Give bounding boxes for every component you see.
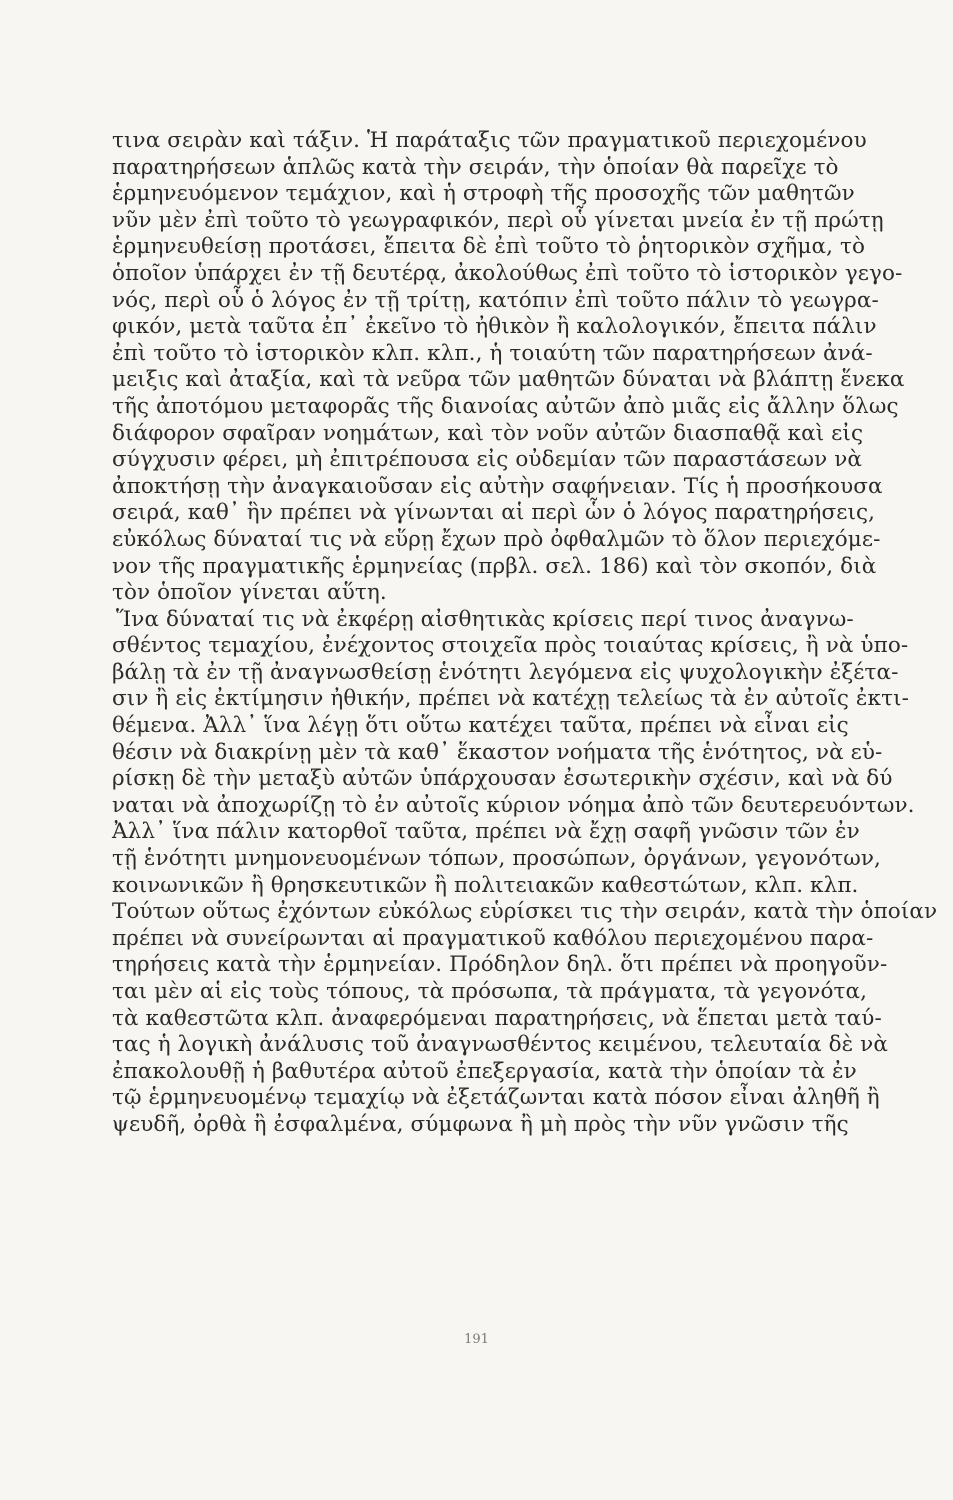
text-line: τινα σειρὰν καὶ τάξιν. Ἡ παράταξις τῶν πραγματικοῦ περιεχομένου bbox=[112, 128, 867, 153]
text-line: παρατηρήσεων ἁπλῶς κατὰ τὴν σειράν, τὴν ὁποίαν θὰ παρεῖχε τὸ bbox=[112, 154, 839, 180]
text-line: βάλῃ τὰ ἐν τῇ ἀναγνωσθείσῃ ἑνότητι λεγόμενα εἰς ψυχολογικὴν ἐξέτα- bbox=[112, 659, 899, 685]
text-line: νός, περὶ οὗ ὁ λόγος ἐν τῇ τρίτῃ, κατόπιν ἐπὶ τοῦτο πάλιν τὸ γεωγρα- bbox=[112, 287, 879, 313]
text-line: τῇ ἑνότητι μνημονευομένων τόπων, προσώπων, ὀργάνων, γεγονότων, bbox=[112, 846, 881, 872]
text-line: τηρήσεις κατὰ τὴν ἑρμηνείαν. Πρόδηλον δηλ. ὅτι πρέπει νὰ προηγοῦν- bbox=[112, 952, 888, 978]
text-line: τῆς ἀποτόμου μεταφορᾶς τῆς διανοίας αὐτῶν ἀπὸ μιᾶς εἰς ἄλλην ὅλως bbox=[112, 393, 899, 419]
text-line: τῷ ἑρμηνευομένῳ τεμαχίῳ νὰ ἐξετάζωνται κατὰ πόσον εἶναι ἀληθῆ ἢ bbox=[112, 1085, 880, 1111]
text-line: σειρά, καθ᾽ ἣν πρέπει νὰ γίνωνται αἱ περὶ ὧν ὁ λόγος παρατηρήσεις, bbox=[112, 500, 876, 526]
text-line: Τούτων οὕτως ἐχόντων εὐκόλως εὑρίσκει τις τὴν σειράν, κατὰ τὴν ὁποίαν bbox=[112, 899, 938, 925]
text-line: ἐπακολουθῇ ἡ βαθυτέρα αὐτοῦ ἐπεξεργασία, κατὰ τὴν ὁποίαν τὰ ἐν bbox=[112, 1058, 857, 1084]
text-line: Ἵνα δύναταί τις νὰ ἐκφέρῃ αἰσθητικὰς κρίσεις περί τινος ἀναγνω- bbox=[116, 606, 854, 632]
text-line: κοινωνικῶν ἢ θρησκευτικῶν ἢ πολιτειακῶν καθεστώτων, κλπ. κλπ. bbox=[112, 872, 859, 898]
text-line: ται μὲν αἱ εἰς τοὺς τόπους, τὰ πρόσωπα, τὰ πράγματα, τὰ γεγονότα, bbox=[112, 979, 868, 1004]
text-line: τὰ καθεστῶτα κλπ. ἀναφερόμεναι παρατηρήσεις, νὰ ἕπεται μετὰ ταύ- bbox=[112, 1005, 882, 1031]
text-line: πρέπει νὰ συνείρωνται αἱ πραγματικοῦ καθόλου περιεχομένου παρα- bbox=[112, 925, 874, 951]
text-line: ἀποκτήσῃ τὴν ἀναγκαιοῦσαν εἰς αὐτὴν σαφήνειαν. Τίς ἡ προσήκουσα bbox=[112, 473, 883, 499]
text-line: ἐπὶ τοῦτο τὸ ἱστορικὸν κλπ. κλπ., ἡ τοιαύτη τῶν παρατηρήσεων ἀνά- bbox=[112, 340, 873, 366]
text-line: διάφορον σφαῖραν νοημάτων, καὶ τὸν νοῦν αὐτῶν διασπαθᾷ καὶ εἰς bbox=[112, 420, 864, 446]
text-line: θέμενα. Ἀλλ᾽ ἵνα λέγῃ ὅτι οὕτω κατέχει ταῦτα, πρέπει νὰ εἶναι εἰς bbox=[112, 713, 849, 739]
text-line: θέσιν νὰ διακρίνῃ μὲν τὰ καθ᾽ ἕκαστον νοήματα τῆς ἑνότητος, νὰ εὑ- bbox=[112, 739, 883, 765]
text-line: τας ἡ λογικὴ ἀνάλυσις τοῦ ἀναγνωσθέντος κειμένου, τελευταία δὲ νὰ bbox=[112, 1032, 888, 1058]
page-number: 191 bbox=[464, 1332, 489, 1347]
text-line: νῦν μὲν ἐπὶ τοῦτο τὸ γεωγραφικόν, περὶ οὗ γίνεται μνεία ἐν τῇ πρώτῃ bbox=[112, 207, 884, 233]
text-line: μειξις καὶ ἀταξία, καὶ τὰ νεῦρα τῶν μαθητῶν δύναται νὰ βλάπτῃ ἕνεκα bbox=[112, 367, 905, 393]
text-line: ὁποῖον ὑπάρχει ἐν τῇ δευτέρᾳ, ἀκολούθως ἐπὶ τοῦτο τὸ ἱστορικὸν γεγο- bbox=[112, 260, 903, 286]
text-line: σιν ἢ εἰς ἐκτίμησιν ἠθικήν, πρέπει νὰ κατέχῃ τελείως τὰ ἐν αὐτοῖς ἐκτι- bbox=[112, 686, 909, 712]
text-line: εὐκόλως δύναταί τις νὰ εὕρῃ ἔχων πρὸ ὀφθαλμῶν τὸ ὅλον περιεχόμε- bbox=[112, 526, 881, 552]
text-line: σύγχυσιν φέρει, μὴ ἐπιτρέπουσα εἰς οὐδεμίαν τῶν παραστάσεων νὰ bbox=[112, 447, 863, 473]
text-line: ἑρμηνευθείσῃ προτάσει, ἔπειτα δὲ ἐπὶ τοῦτο τὸ ῥητορικὸν σχῆμα, τὸ bbox=[112, 234, 866, 260]
text-line: Ἀλλ᾽ ἵνα πάλιν κατορθοῖ ταῦτα, πρέπει νὰ ἔχῃ σαφῆ γνῶσιν τῶν ἐν bbox=[112, 819, 860, 845]
text-line: φικόν, μετὰ ταῦτα ἐπ᾽ ἐκεῖνο τὸ ἠθικὸν ἢ καλολογικόν, ἔπειτα πάλιν bbox=[112, 314, 877, 340]
text-line: νον τῆς πραγματικῆς ἑρμηνείας (πρβλ. σελ. 186) καὶ τὸν σκοπόν, διὰ bbox=[112, 553, 877, 579]
text-line: ψευδῆ, ὀρθὰ ἢ ἐσφαλμένα, σύμφωνα ἢ μὴ πρὸς τὴν νῦν γνῶσιν τῆς bbox=[112, 1111, 849, 1137]
text-line: ἑρμηνευόμενον τεμάχιον, καὶ ἡ στροφὴ τῆς προσοχῆς τῶν μαθητῶν bbox=[112, 181, 855, 207]
text-line: σθέντος τεμαχίου, ἐνέχοντος στοιχεῖα πρὸς τοιαύτας κρίσεις, ἢ νὰ ὑπο- bbox=[112, 633, 909, 659]
text-line: τὸν ὁποῖον γίνεται αὕτη. bbox=[112, 580, 387, 606]
text-line: ναται νὰ ἀποχωρίζῃ τὸ ἐν αὐτοῖς κύριον νόημα ἀπὸ τῶν δευτερευόντων. bbox=[112, 792, 915, 818]
text-line: ρίσκῃ δὲ τὴν μεταξὺ αὐτῶν ὑπάρχουσαν ἐσωτερικὴν σχέσιν, καὶ νὰ δύ bbox=[112, 766, 893, 792]
body-text bbox=[112, 128, 938, 1139]
